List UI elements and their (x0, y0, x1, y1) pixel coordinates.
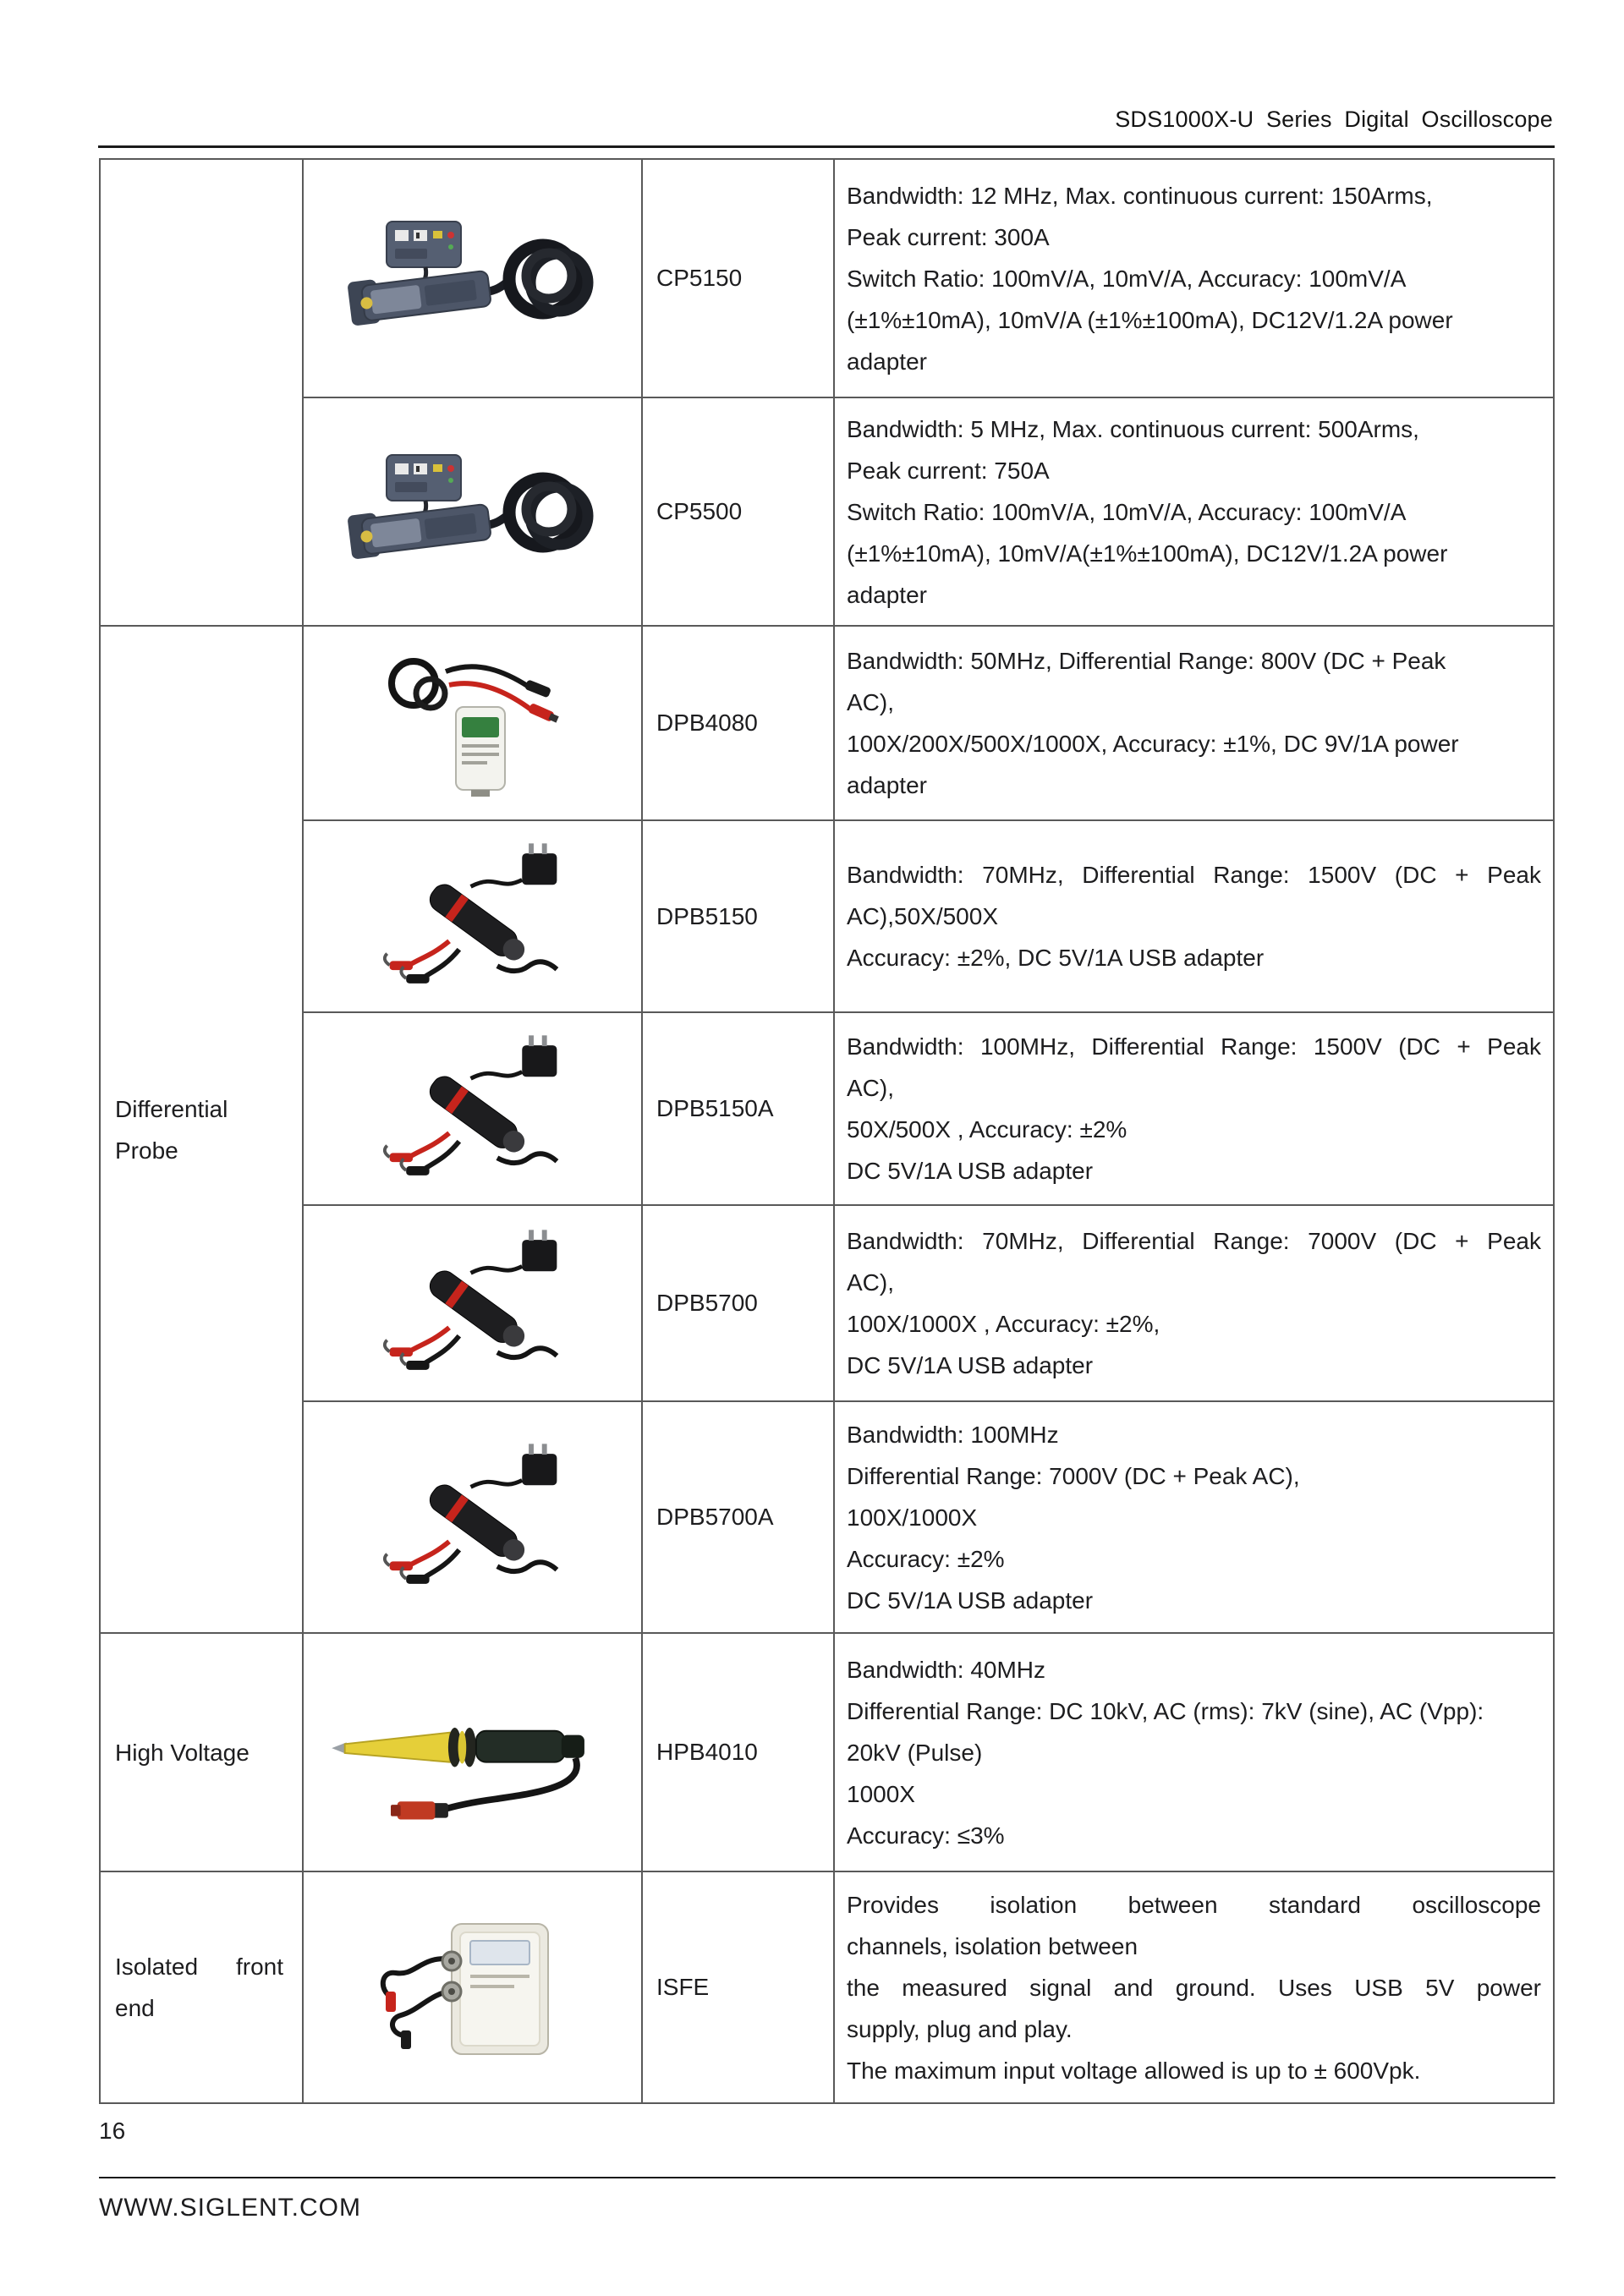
differential-probe-white-photo (371, 649, 574, 797)
description-cell-dpb4080 (834, 626, 1554, 820)
table-row-dpb5150 (100, 820, 1554, 1012)
model-label-dpb5700: DPB5700 (642, 1205, 834, 1401)
table-row-cp5150 (100, 159, 1554, 397)
image-cell (303, 1401, 642, 1633)
category-cell-current-probe (100, 159, 303, 626)
table-row-hpb4010 (100, 1633, 1554, 1871)
table-row-isfe (100, 1871, 1554, 2103)
description-line: Bandwidth: 50MHz, Differential Range: 800V (DC + Peak (847, 648, 1446, 674)
model-label-hpb4010: HPB4010 (642, 1633, 834, 1871)
description-line: supply, plug and play. (847, 2015, 1073, 2042)
description-line: Accuracy: ±2%, DC 5V/1A USB adapter (847, 945, 1265, 971)
description-line: 100X/1000X (847, 1504, 978, 1531)
current-probe-photo (337, 215, 608, 342)
description-line: Switch Ratio: 100mV/A, 10mV/A, Accuracy: 100mV/A (847, 498, 1407, 525)
description-line: (±1%±10mA), 10mV/A (±1%±100mA), DC12V/1.2A power (847, 306, 1453, 333)
description-cell-cp5500 (834, 397, 1554, 626)
model-label-cp5500: CP5500 (642, 397, 834, 626)
description-cell-hpb4010 (834, 1633, 1554, 1871)
differential-probe-kit-photo (373, 1226, 572, 1380)
image-cell (303, 1871, 642, 2103)
table-row-dpb5150a (100, 1012, 1554, 1205)
description-line: adapter (847, 581, 927, 608)
image-cell (303, 1633, 642, 1871)
current-probe-photo (337, 448, 608, 575)
description-cell-isfe (834, 1871, 1554, 2103)
description-line: AC),50X/500X (847, 903, 998, 929)
model-label-dpb5150a: DPB5150A (642, 1012, 834, 1205)
description-line: Bandwidth: 70MHz, Differential Range: 7000V (DC + Peak (847, 1228, 1541, 1254)
high-voltage-probe-photo (325, 1670, 621, 1834)
isolated-front-end-photo (367, 1907, 579, 2068)
description-line: 100X/200X/500X/1000X, Accuracy: ±1%, DC 9V/1A power (847, 731, 1459, 757)
description-line: Differential Range: 7000V (DC + Peak AC), (847, 1462, 1300, 1489)
description-line: channels, isolation between (847, 1932, 1138, 1959)
model-label-cp5150: CP5150 (642, 159, 834, 397)
category-cell-isolated-front-end: Isolated front end (100, 1871, 303, 2103)
description-line: Provides isolation between standard oscilloscope (847, 1891, 1541, 1918)
accessories-table (99, 158, 1555, 2104)
description-line: DC 5V/1A USB adapter (847, 1158, 1094, 1184)
description-line: adapter (847, 772, 927, 798)
description-line: AC), (847, 1075, 894, 1101)
description-line: Accuracy: ±2% (847, 1545, 1005, 1572)
description-line: AC), (847, 1269, 894, 1296)
description-line: adapter (847, 348, 927, 375)
description-cell-dpb5150 (834, 820, 1554, 1012)
description-line: Bandwidth: 12 MHz, Max. continuous current: 150Arms, (847, 182, 1433, 209)
model-label-dpb5150: DPB5150 (642, 820, 834, 1012)
table-row-cp5500 (100, 397, 1554, 626)
image-cell (303, 1205, 642, 1401)
image-cell (303, 1012, 642, 1205)
description-line: DC 5V/1A USB adapter (847, 1586, 1094, 1614)
image-cell (303, 397, 642, 626)
description-line: Accuracy: ≤3% (847, 1822, 1005, 1849)
table-row-dpb4080 (100, 626, 1554, 820)
description-cell-dpb5700a (834, 1401, 1554, 1633)
description-line: Bandwidth: 70MHz, Differential Range: 1500V (DC + Peak (847, 862, 1541, 888)
description-line: Bandwidth: 100MHz (847, 1421, 1059, 1448)
differential-probe-kit-photo (373, 840, 572, 994)
table-row-dpb5700a (100, 1401, 1554, 1633)
differential-probe-kit-photo (373, 1440, 572, 1594)
description-line: AC), (847, 689, 894, 715)
description-line: Bandwidth: 5 MHz, Max. continuous current: 500Arms, (847, 415, 1419, 442)
footer-rule (99, 2177, 1555, 2178)
footer-website: WWW.SIGLENT.COM (99, 2194, 361, 2222)
description-line: Peak current: 750A (847, 457, 1050, 484)
description-line: (±1%±10mA), 10mV/A(±1%±100mA), DC12V/1.2A power (847, 540, 1448, 567)
description-line: the measured signal and ground. Uses USB 5V power (847, 1974, 1541, 2001)
description-line: 20kV (Pulse) (847, 1739, 983, 1766)
description-cell-dpb5700 (834, 1205, 1554, 1401)
description-line: 1000X (847, 1780, 915, 1807)
image-cell (303, 159, 642, 397)
description-line: 100X/1000X , Accuracy: ±2%, (847, 1311, 1160, 1337)
header-rule (98, 145, 1555, 148)
table-row-dpb5700 (100, 1205, 1554, 1401)
category-cell-high-voltage: High Voltage (100, 1633, 303, 1871)
image-cell (303, 626, 642, 820)
description-line: The maximum input voltage allowed is up to ± 600Vpk. (847, 2057, 1421, 2084)
description-line: Peak current: 300A (847, 223, 1050, 250)
description-cell-cp5150 (834, 159, 1554, 397)
description-line: Differential Range: DC 10kV, AC (rms): 7kV (sine), AC (Vpp): (847, 1697, 1484, 1724)
description-line: 50X/500X , Accuracy: ±2% (847, 1116, 1127, 1143)
model-label-dpb5700a: DPB5700A (642, 1401, 834, 1633)
description-line: DC 5V/1A USB adapter (847, 1352, 1094, 1378)
model-label-dpb4080: DPB4080 (642, 626, 834, 820)
image-cell (303, 820, 642, 1012)
page-number: 16 (99, 2118, 126, 2144)
model-label-isfe: ISFE (642, 1871, 834, 2103)
description-line: Bandwidth: 40MHz (847, 1656, 1046, 1683)
page-header-title: SDS1000X-U Series Digital Oscilloscope (1115, 107, 1553, 132)
category-cell-differential-probe: Differential Probe (100, 626, 303, 1633)
description-line: Switch Ratio: 100mV/A, 10mV/A, Accuracy: 100mV/A (847, 265, 1407, 292)
description-cell-dpb5150a (834, 1012, 1554, 1205)
description-line: Bandwidth: 100MHz, Differential Range: 1500V (DC + Peak (847, 1033, 1541, 1060)
differential-probe-kit-photo (373, 1032, 572, 1186)
